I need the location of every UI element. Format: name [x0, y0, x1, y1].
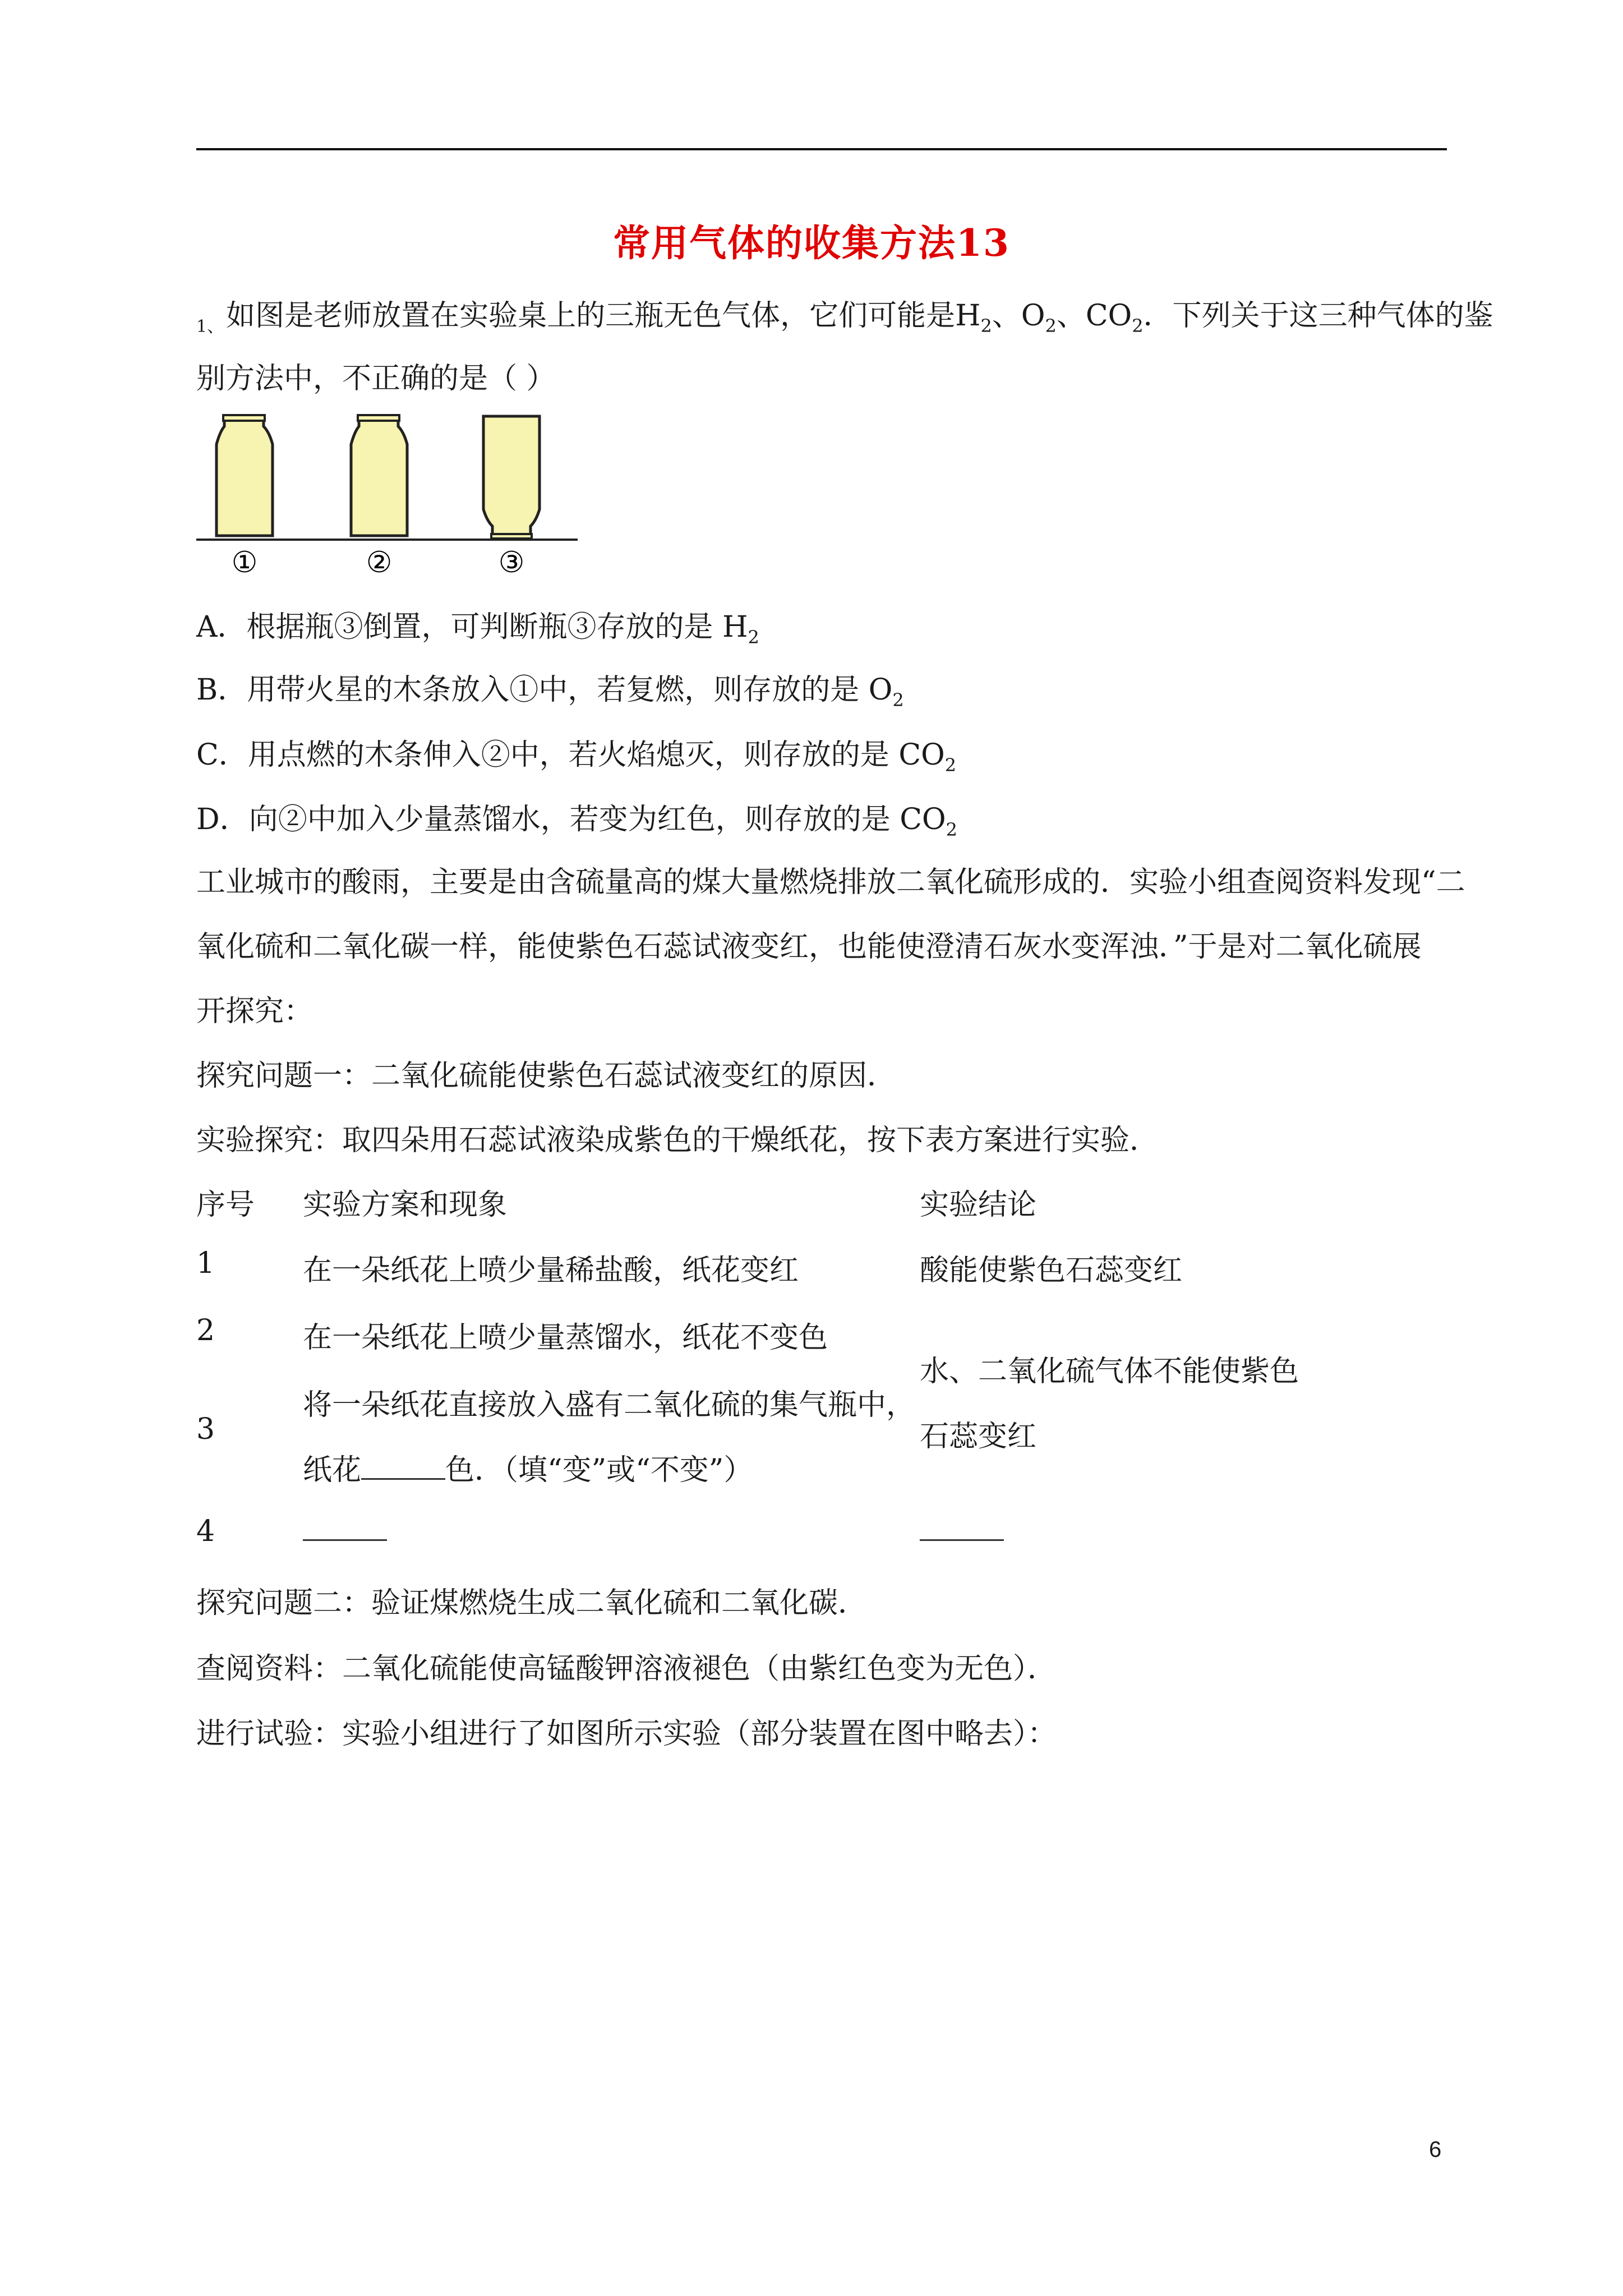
bottle-label-3: ③ — [498, 546, 525, 579]
row4-no: 4 — [196, 1515, 215, 1548]
bottle-label-2: ② — [366, 546, 393, 579]
row1-plan: 在一朵纸花上喷少量稀盐酸，纸花变红 — [303, 1254, 799, 1287]
gas-bottles-figure — [196, 409, 583, 589]
q1-number: 1、 — [196, 317, 224, 337]
option-c: C．用点燃的木条伸入②中，若火焰熄灭，则存放的是 $CO_2$ — [196, 738, 957, 776]
row3-plan-line2: 纸花 色．（填“变”或“不变”） — [303, 1453, 753, 1487]
q2-intro-line1: 工业城市的酸雨，主要是由含硫量高的煤大量燃烧排放二氧化硫形成的．实验小组查阅资料发现“二 — [196, 866, 1465, 899]
experiment-intro: 实验探究：取四朵用石蕊试液染成紫色的干燥纸花，按下表方案进行实验． — [196, 1124, 1159, 1157]
row1-no: 1 — [196, 1246, 215, 1280]
row1-conclusion: 酸能使紫色石蕊变红 — [920, 1254, 1183, 1287]
option-a: A．根据瓶③倒置，可判断瓶③存放的是 $H_2$ — [196, 610, 759, 648]
row3-plan-line1: 将一朵纸花直接放入盛有二氧化硫的集气瓶中， — [303, 1388, 916, 1422]
problem-two: 探究问题二：验证煤燃烧生成二氧化硫和二氧化碳． — [196, 1586, 868, 1620]
page-title: 常用气体的收集方法13 — [613, 221, 1010, 265]
row2-3-conclusion-line1: 水、二氧化硫气体不能使紫色 — [920, 1355, 1299, 1388]
q2-intro-line2: 氧化硫和二氧化碳一样，能使紫色石蕊试液变红，也能使澄清石灰水变浑浊．”于是对二氧化硫展 — [196, 930, 1422, 964]
q2-intro-line3: 开探究： — [196, 995, 313, 1028]
row2-3-conclusion-line2: 石蕊变红 — [920, 1420, 1037, 1453]
row4-plan-blank[interactable] — [303, 1515, 387, 1548]
procedure-intro: 进行试验：实验小组进行了如图所示实验（部分装置在图中略去）： — [196, 1717, 1057, 1751]
table-header-no: 序号 — [196, 1188, 255, 1222]
bottle-label-1: ① — [231, 546, 258, 579]
problem-one: 探究问题一：二氧化硫能使紫色石蕊试液变红的原因． — [196, 1059, 897, 1093]
row2-plan: 在一朵纸花上喷少量蒸馏水，纸花不变色 — [303, 1321, 828, 1355]
bottle-1 — [216, 415, 273, 536]
reference-info: 查阅资料：二氧化硫能使高锰酸钾溶液褪色（由紫红色变为无色）． — [196, 1652, 1057, 1686]
row3-no: 3 — [196, 1412, 215, 1446]
row2-no: 2 — [196, 1314, 215, 1347]
row3-answer-blank[interactable] — [361, 1453, 445, 1480]
page-number: 6 — [1429, 2137, 1442, 2162]
q1-stem-line2: 别方法中，不正确的是（ ） — [196, 362, 556, 395]
option-d: D．向②中加入少量蒸馏水，若变为红色，则存放的是 $CO_2$ — [196, 803, 957, 840]
option-b: B．用带火星的木条放入①中，若复燃，则存放的是 $O_2$ — [196, 673, 904, 711]
bottle-3-inverted — [483, 416, 540, 539]
row4-conclusion-blank[interactable] — [920, 1515, 1004, 1548]
header-rule — [196, 148, 1447, 150]
bottle-2 — [351, 415, 407, 536]
q1-stem-line1: $_{1、}$如图是老师放置在实验桌上的三瓶无色气体，它们可能是$H_2$、$O_2$、$CO_2$．下列关于这三种气体的鉴 — [196, 299, 1493, 337]
table-header-conclusion: 实验结论 — [920, 1188, 1037, 1222]
table-header-plan: 实验方案和现象 — [303, 1188, 508, 1222]
